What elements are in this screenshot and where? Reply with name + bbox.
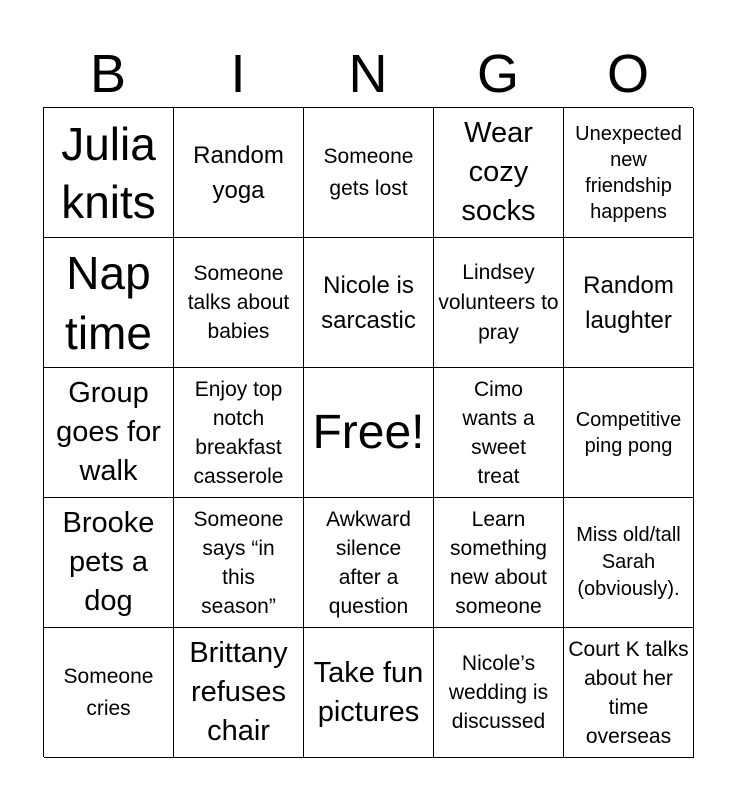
cell-text: Take fun pictures	[313, 656, 424, 728]
bingo-header	[43, 40, 693, 108]
bingo-cell[interactable]	[304, 628, 434, 758]
bingo-cell[interactable]	[304, 238, 434, 368]
cell-text: Unexpected new friendship happens	[575, 122, 682, 223]
cell-text: Cimo wants a sweet treat	[462, 377, 535, 488]
bingo-cell[interactable]	[44, 368, 174, 498]
header-letter-n: N	[348, 44, 388, 104]
bingo-cell[interactable]	[434, 498, 564, 628]
cell-text: Someone gets lost	[323, 144, 414, 200]
cell-text: Lindsey volunteers to pray	[438, 260, 559, 344]
cell-text: Someone says “in this season”	[193, 507, 284, 618]
bingo-cell[interactable]	[564, 368, 694, 498]
cell-text: Someone talks about babies	[187, 262, 290, 343]
bingo-cell[interactable]	[44, 238, 174, 368]
bingo-cell[interactable]	[174, 368, 304, 498]
cell-text: Competitive ping pong	[575, 408, 682, 457]
cell-text: Miss old/tall Sarah (obviously).	[576, 524, 681, 600]
bingo-card	[43, 107, 693, 757]
cell-text: Random laughter	[583, 271, 674, 334]
bingo-cell[interactable]	[44, 498, 174, 628]
bingo-cell[interactable]	[44, 108, 174, 238]
cell-text: Julia knits	[61, 117, 156, 228]
bingo-cell[interactable]	[564, 238, 694, 368]
bingo-cell[interactable]	[564, 628, 694, 758]
bingo-cell[interactable]	[304, 108, 434, 238]
header-letter-o: O	[606, 44, 649, 104]
cell-text: Awkward silence after a question	[326, 507, 411, 618]
bingo-cell[interactable]	[174, 498, 304, 628]
cell-text: Someone cries	[63, 664, 154, 720]
cell-text: Enjoy top notch breakfast casserole	[193, 377, 284, 488]
cell-text: Brittany refuses chair	[189, 637, 288, 747]
bingo-cell[interactable]	[304, 368, 434, 498]
cell-text: Group goes for walk	[56, 377, 161, 487]
cell-text: Nicole is sarcastic	[321, 271, 416, 334]
bingo-cell[interactable]	[434, 368, 564, 498]
cell-text: Wear cozy socks	[461, 117, 536, 227]
bingo-cell[interactable]	[564, 108, 694, 238]
bingo-cell[interactable]	[434, 108, 564, 238]
cell-text: Nap time	[65, 246, 152, 359]
cell-text: Brooke pets a dog	[62, 507, 155, 617]
cell-text: Court K talks about her time overseas	[568, 637, 689, 748]
bingo-cell[interactable]	[564, 498, 694, 628]
free-space: Free!	[312, 405, 425, 459]
header-letter-b: B	[89, 44, 127, 104]
cell-text: Random yoga	[193, 141, 284, 204]
bingo-cell[interactable]	[304, 498, 434, 628]
bingo-cell[interactable]	[174, 238, 304, 368]
bingo-cell[interactable]	[174, 108, 304, 238]
bingo-cell[interactable]	[434, 628, 564, 758]
cell-text: Nicole’s wedding is discussed	[448, 652, 549, 733]
bingo-cell[interactable]	[44, 628, 174, 758]
header-letter-i: I	[230, 44, 246, 104]
cell-text: Learn something new about someone	[450, 507, 547, 618]
header-letter-g: G	[476, 44, 519, 104]
bingo-cell[interactable]	[434, 238, 564, 368]
bingo-cell[interactable]	[174, 628, 304, 758]
